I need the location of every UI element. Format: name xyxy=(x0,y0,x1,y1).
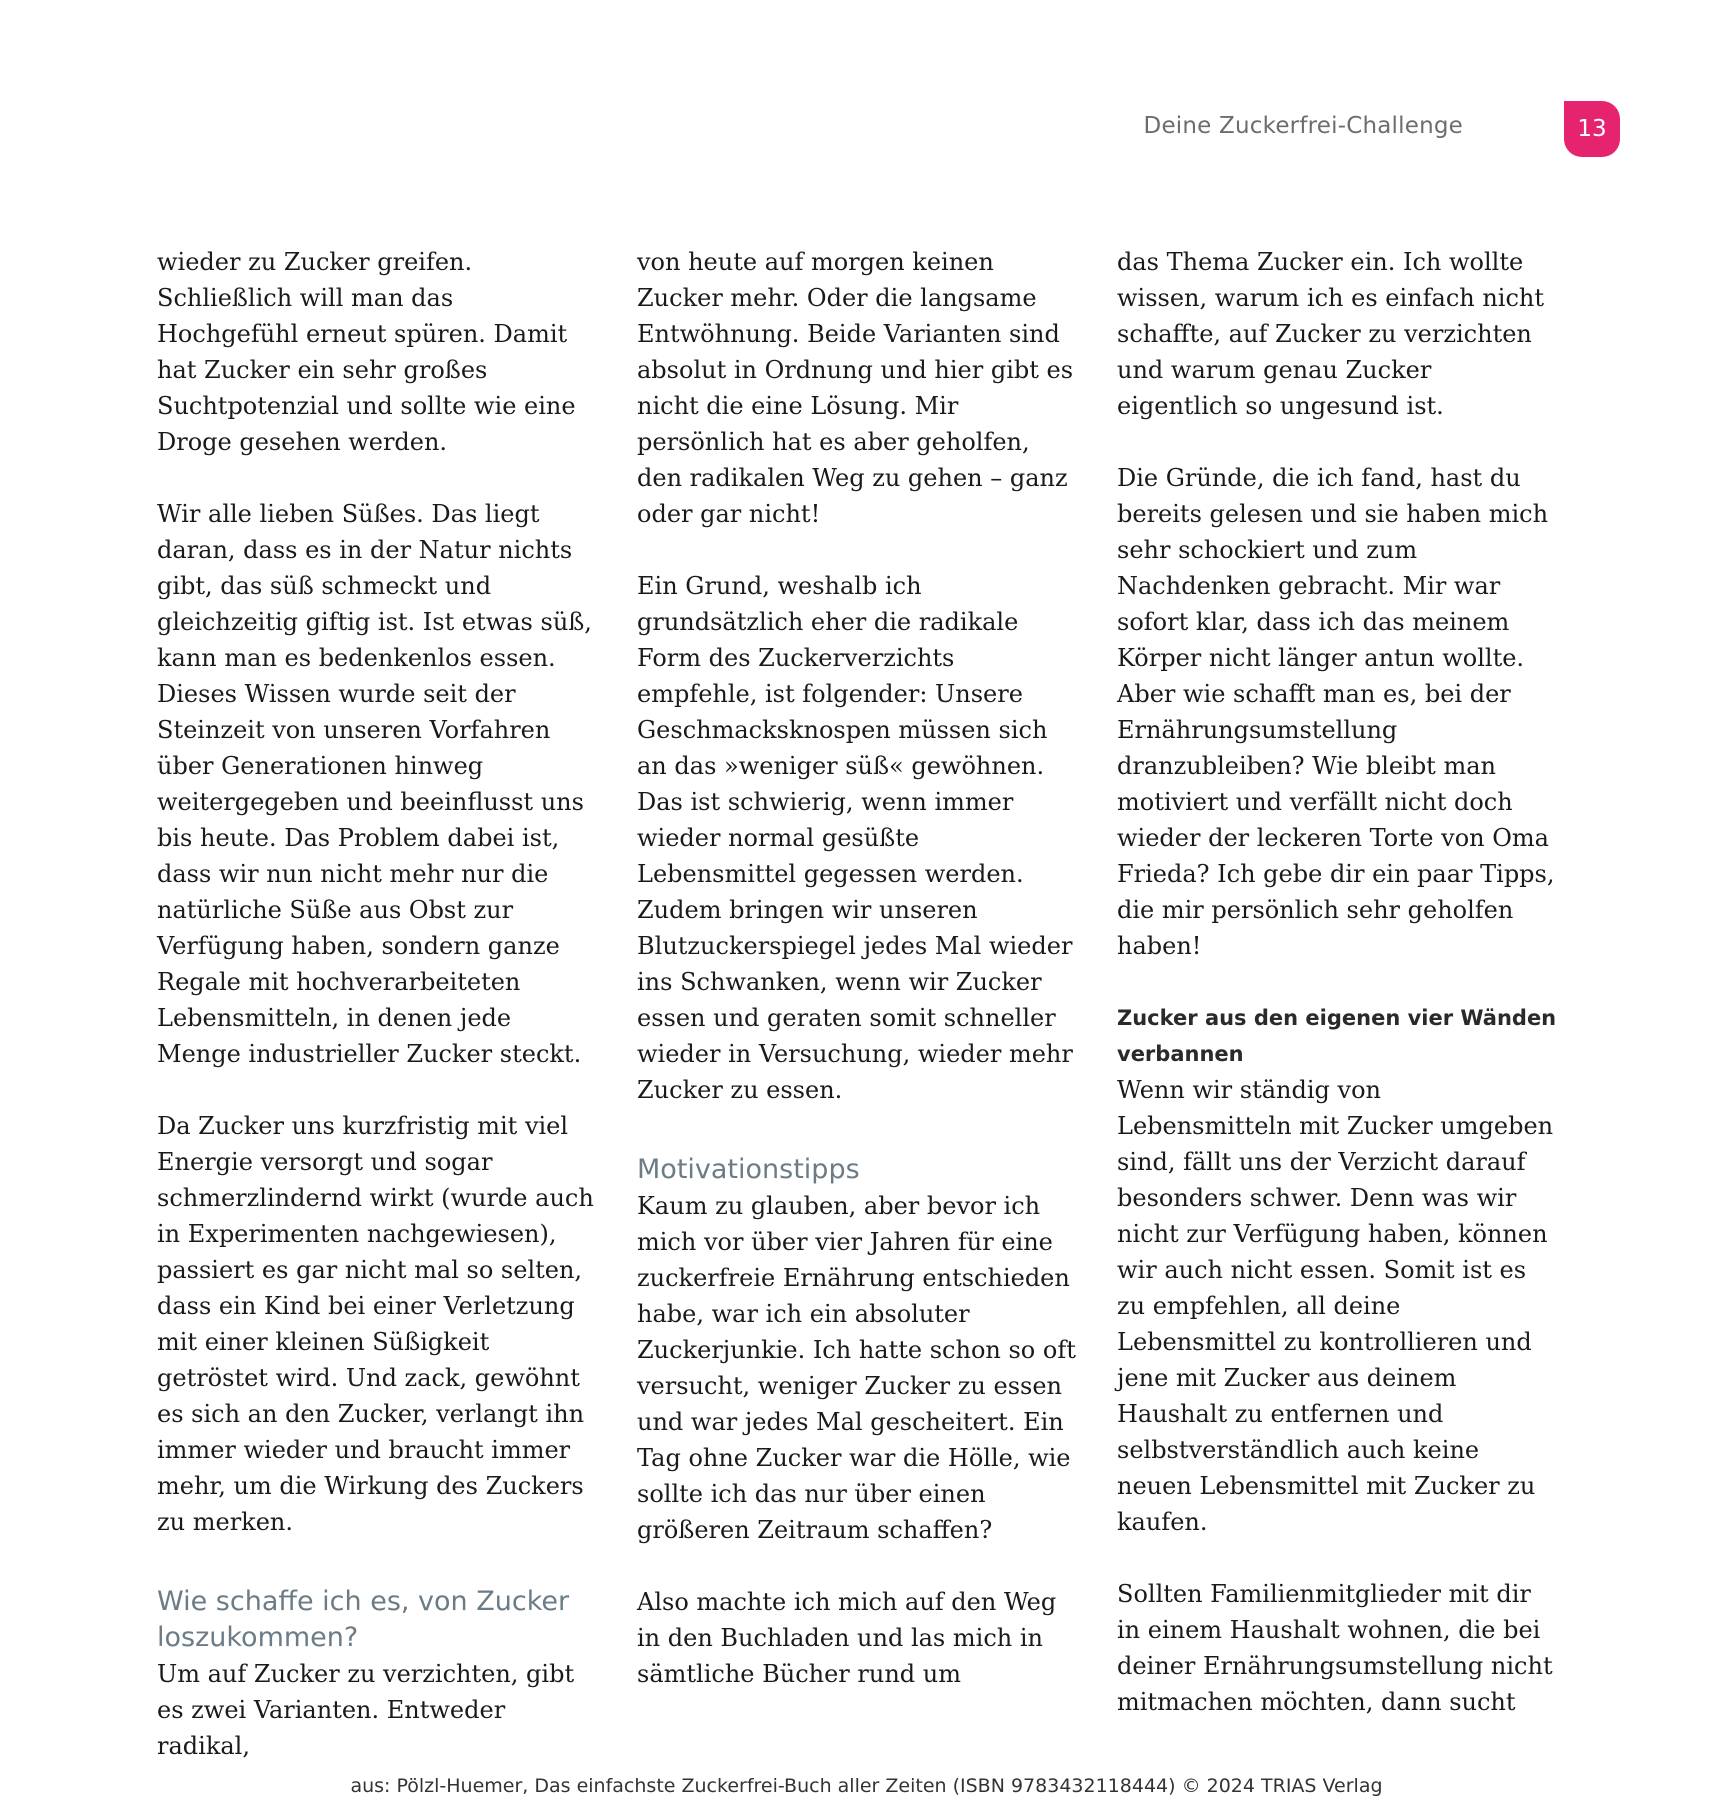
paragraph: Die Gründe, die ich fand, hast du bereits gelesen und sie haben mich sehr schockiert und zum Nachdenken gebracht. Mir war sofort klar, dass ich das meinem Körper nicht länger antun wollte. Aber wie schafft man es, bei der Ernährungsumstellung dranzubleiben? Wie bleibt man motiviert und verfällt nicht doch wieder der leckeren Torte von Oma Frieda? Ich gebe dir ein paar Tipps, die mir persönlich sehr geholfen haben! xyxy=(1117,464,1555,960)
text-column-2 xyxy=(637,244,1077,1692)
paragraph: wieder zu Zucker greifen. Schließlich will man das Hochgefühl erneut spüren. Damit hat Zucker ein sehr großes Suchtpotenzial und sollte wie eine Droge gesehen werden. xyxy=(157,248,576,456)
paragraph: das Thema Zucker ein. Ich wollte wissen, warum ich es einfach nicht schaffte, auf Zucker zu verzichten und warum genau Zucker eigentlich so ungesund ist. xyxy=(1117,248,1545,420)
footer-citation: aus: Pölzl-Huemer, Das einfachste Zuckerfrei-Buch aller Zeiten (ISBN 9783432118444) © 2024 TRIAS Verlag xyxy=(350,1775,1383,1797)
subheading: Zucker aus den eigenen vier Wänden verbannen xyxy=(1117,1006,1557,1066)
paragraph: Wir alle lieben Süßes. Das liegt daran, dass es in der Natur nichts gibt, das süß schmeckt und gleichzeitig giftig ist. Ist etwas süß, kann man es bedenkenlos essen. Dieses Wissen wurde seit der Steinzeit von unseren Vorfahren über Generationen hinweg weitergegeben und beeinflusst uns bis heute. Das Problem dabei ist, dass wir nun nicht mehr nur die natürliche Süße aus Obst zur Verfügung haben, sondern ganze Regale mit hochverarbeiteten Lebensmitteln, in denen jede Menge industrieller Zucker steckt. xyxy=(157,500,592,1068)
paragraph: von heute auf morgen keinen Zucker mehr. Oder die langsame Entwöhnung. Beide Varianten sind absolut in Ordnung und hier gibt es nicht die eine Lösung. Mir persönlich hat es aber geholfen, den radikalen Weg zu gehen – ganz oder gar nicht! xyxy=(637,248,1074,528)
paragraph: Um auf Zucker zu verzichten, gibt es zwei Varianten. Entweder radikal, xyxy=(157,1660,575,1760)
section-heading: Wie schaffe ich es, von Zucker loszukommen? xyxy=(157,1586,570,1653)
page-number: 13 xyxy=(1577,116,1607,142)
paragraph: Also machte ich mich auf den Weg in den Buchladen und las mich in sämtliche Bücher rund um xyxy=(637,1588,1057,1688)
page-number-badge xyxy=(1564,101,1620,157)
paragraph: Ein Grund, weshalb ich grundsätzlich eher die radikale Form des Zuckerverzichts empfehle, ist folgender: Unsere Geschmacksknospen müssen sich an das »weniger süß« gewöhnen. Das ist schwierig, wenn immer wieder normal gesüßte Lebensmittel gegessen werden. Zudem bringen wir unseren Blutzuckerspiegel jedes Mal wieder ins Schwanken, wenn wir Zucker essen und geraten somit schneller wieder in Versuchung, wieder mehr Zucker zu essen. xyxy=(637,572,1073,1104)
running-title: Deine Zuckerfrei-Challenge xyxy=(1143,113,1463,139)
paragraph: Kaum zu glauben, aber bevor ich mich vor über vier Jahren für eine zuckerfreie Ernährung entschieden habe, war ich ein absoluter Zuckerjunkie. Ich hatte schon so oft versucht, weniger Zucker zu essen und war jedes Mal gescheitert. Ein Tag ohne Zucker war die Hölle, wie sollte ich das nur über einen größeren Zeitraum schaffen? xyxy=(637,1192,1076,1544)
text-column-3 xyxy=(1117,244,1557,1720)
section-heading: Motivationstipps xyxy=(637,1154,860,1185)
paragraph: Wenn wir ständig von Lebensmitteln mit Zucker umgeben sind, fällt uns der Verzicht darauf besonders schwer. Denn was wir nicht zur Verfügung haben, können wir auch nicht essen. Somit ist es zu empfehlen, all deine Lebensmittel zu kontrollieren und jene mit Zucker aus deinem Haushalt zu entfernen und selbstverständlich auch keine neuen Lebensmittel mit Zucker zu kaufen. xyxy=(1117,1076,1554,1536)
paragraph: Da Zucker uns kurzfristig mit viel Energie versorgt und sogar schmerzlindernd wirkt (wurde auch in Experimenten nachgewiesen), passiert es gar nicht mal so selten, dass ein Kind bei einer Verletzung mit einer kleinen Süßigkeit getröstet wird. Und zack, gewöhnt es sich an den Zucker, verlangt ihn immer wieder und braucht immer mehr, um die Wirkung des Zuckers zu merken. xyxy=(157,1112,594,1536)
paragraph: Sollten Familienmitglieder mit dir in einem Haushalt wohnen, die bei deiner Ernährungsumstellung nicht mitmachen möchten, dann sucht xyxy=(1117,1580,1553,1716)
text-column-1 xyxy=(157,244,597,1764)
